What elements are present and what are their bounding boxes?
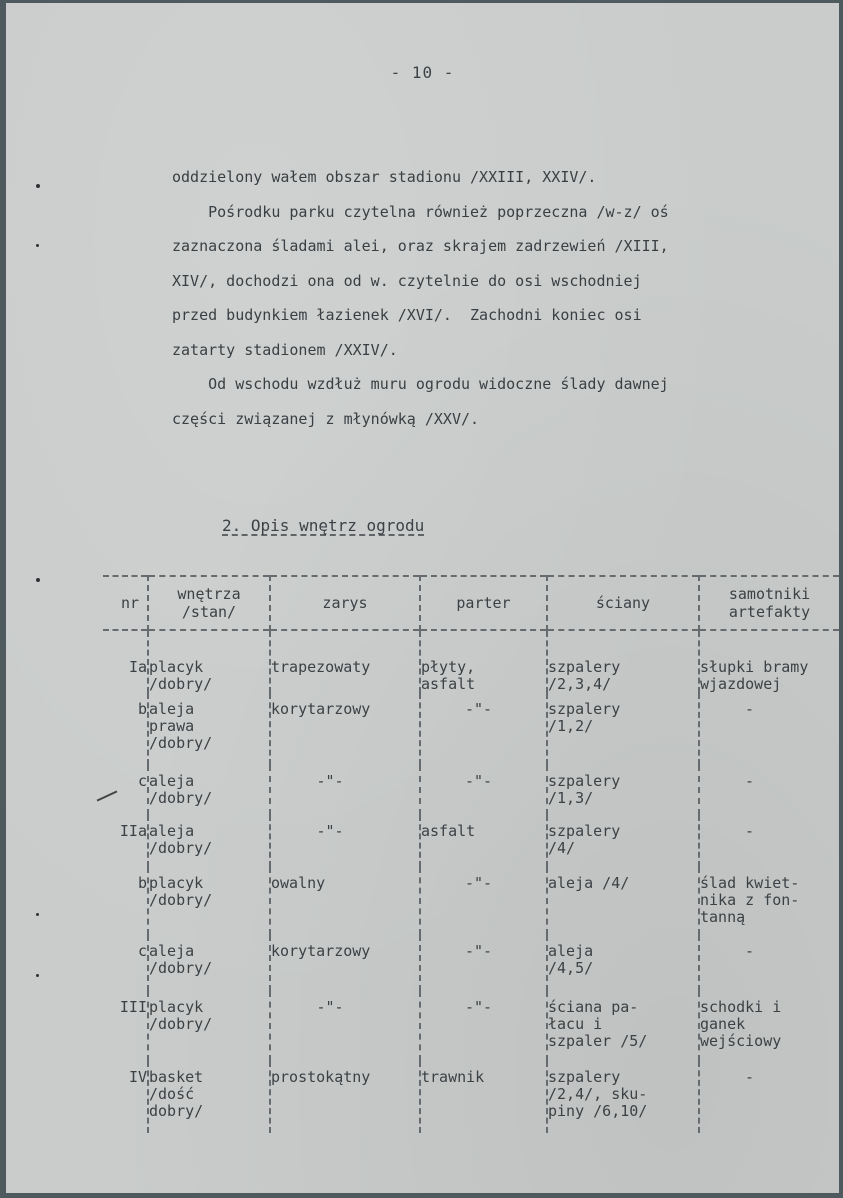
text-line-4: XIV/, dochodzi ona od w. czytelnie do osi wschodniej (172, 272, 642, 290)
cell-parter: -"- (420, 991, 547, 1061)
cell-nr: IV (128, 1068, 147, 1086)
table-row (103, 935, 839, 991)
cell-wnetrza: placyk /dobry/ (148, 867, 270, 935)
cell-sciany: aleja /4/ (547, 867, 699, 935)
text-line-6: zatarty stadionem /XXIV/. (172, 341, 398, 359)
cell-sciany: szpalery /2,3,4/ (547, 630, 699, 693)
text-line-7: Od wschodu wzdłuż muru ogrodu widoczne ślady dawnej (172, 375, 669, 393)
cell-samotniki: - (699, 1061, 839, 1133)
cell-parter: płyty, asfalt (420, 630, 547, 693)
table-row (103, 693, 839, 765)
cell-zarys: -"- (270, 765, 420, 815)
margin-dot (36, 974, 39, 977)
cell-samotniki: - (699, 935, 839, 991)
text-line-5: przed budynkiem łazienek /XVI/. Zachodni koniec osi (172, 306, 642, 324)
cell-wnetrza: placyk /dobry/ (148, 991, 270, 1061)
margin-dot (36, 578, 40, 582)
cell-sciany: ściana pa- łacu i szpaler /5/ (547, 991, 699, 1061)
cell-nr: IIa (119, 822, 147, 840)
cell-zarys: trapezowaty (270, 630, 420, 693)
table-row (103, 630, 839, 693)
cell-sciany: szpalery /2,4/, sku- piny /6,10/ (547, 1061, 699, 1133)
cell-wnetrza: aleja /dobry/ (148, 815, 270, 867)
cell-wnetrza: aleja prawa /dobry/ (148, 693, 270, 765)
cell-parter: trawnik (420, 1061, 547, 1133)
cell-nr: Ia (128, 658, 147, 676)
cell-samotniki: słupki bramy wjazdowej (699, 630, 839, 693)
text-line-8: części związanej z młynówką /XXV/. (172, 410, 480, 428)
margin-dot (36, 244, 39, 247)
cell-sciany: szpalery /1,3/ (547, 765, 699, 815)
text-line-1: oddzielony wałem obszar stadionu /XXIII, XXIV/. (172, 168, 597, 186)
cell-samotniki: - (699, 693, 839, 765)
table-row (103, 867, 839, 935)
header-parter: parter (420, 576, 547, 630)
text-line-3: zaznaczona śladami alei, oraz skrajem zadrzewień /XIII, (172, 237, 669, 255)
text-line-2: Pośrodku parku czytelna również poprzeczna /w-z/ oś (172, 203, 669, 221)
header-wnetrza: wnętrza /stan/ (148, 576, 270, 630)
cell-parter: asfalt (420, 815, 547, 867)
table-row (103, 765, 839, 815)
cell-zarys: -"- (270, 815, 420, 867)
cell-parter: -"- (420, 935, 547, 991)
table-header-row (103, 576, 839, 630)
header-samotniki: samotniki artefakty (699, 576, 839, 630)
garden-interiors-table (103, 575, 839, 1133)
cell-parter: -"- (420, 693, 547, 765)
document-page (6, 3, 839, 1193)
cell-nr: b (137, 700, 147, 718)
header-sciany: ściany (547, 576, 699, 630)
table-row (103, 1061, 839, 1133)
cell-wnetrza: placyk /dobry/ (148, 630, 270, 693)
header-zarys: zarys (270, 576, 420, 630)
cell-samotniki: ślad kwiet- nika z fon- tanną (699, 867, 839, 935)
cell-zarys: -"- (270, 991, 420, 1061)
cell-sciany: aleja /4,5/ (547, 935, 699, 991)
margin-dot (36, 913, 39, 916)
cell-zarys: korytarzowy (270, 935, 420, 991)
cell-sciany: szpalery /4/ (547, 815, 699, 867)
cell-zarys: owalny (270, 867, 420, 935)
table-row (103, 991, 839, 1061)
cell-zarys: prostokątny (270, 1061, 420, 1133)
cell-parter: -"- (420, 765, 547, 815)
cell-zarys: korytarzowy (270, 693, 420, 765)
cell-nr: c (137, 772, 147, 790)
cell-wnetrza: aleja /dobry/ (148, 765, 270, 815)
cell-wnetrza: basket /dość dobry/ (148, 1061, 270, 1133)
cell-nr: III (119, 998, 147, 1016)
table-row (103, 815, 839, 867)
cell-sciany: szpalery /1,2/ (547, 693, 699, 765)
cell-samotniki: schodki i ganek wejściowy (699, 991, 839, 1061)
cell-nr: c (137, 942, 147, 960)
cell-nr: b (137, 874, 147, 892)
page-number: - 10 - (390, 63, 455, 82)
section-heading: 2. Opis wnętrz ogrodu (222, 516, 425, 535)
cell-parter: -"- (420, 867, 547, 935)
cell-samotniki: - (699, 815, 839, 867)
margin-dot (36, 184, 40, 188)
header-nr: nr (120, 594, 139, 612)
cell-wnetrza: aleja /dobry/ (148, 935, 270, 991)
cell-samotniki: - (699, 765, 839, 815)
